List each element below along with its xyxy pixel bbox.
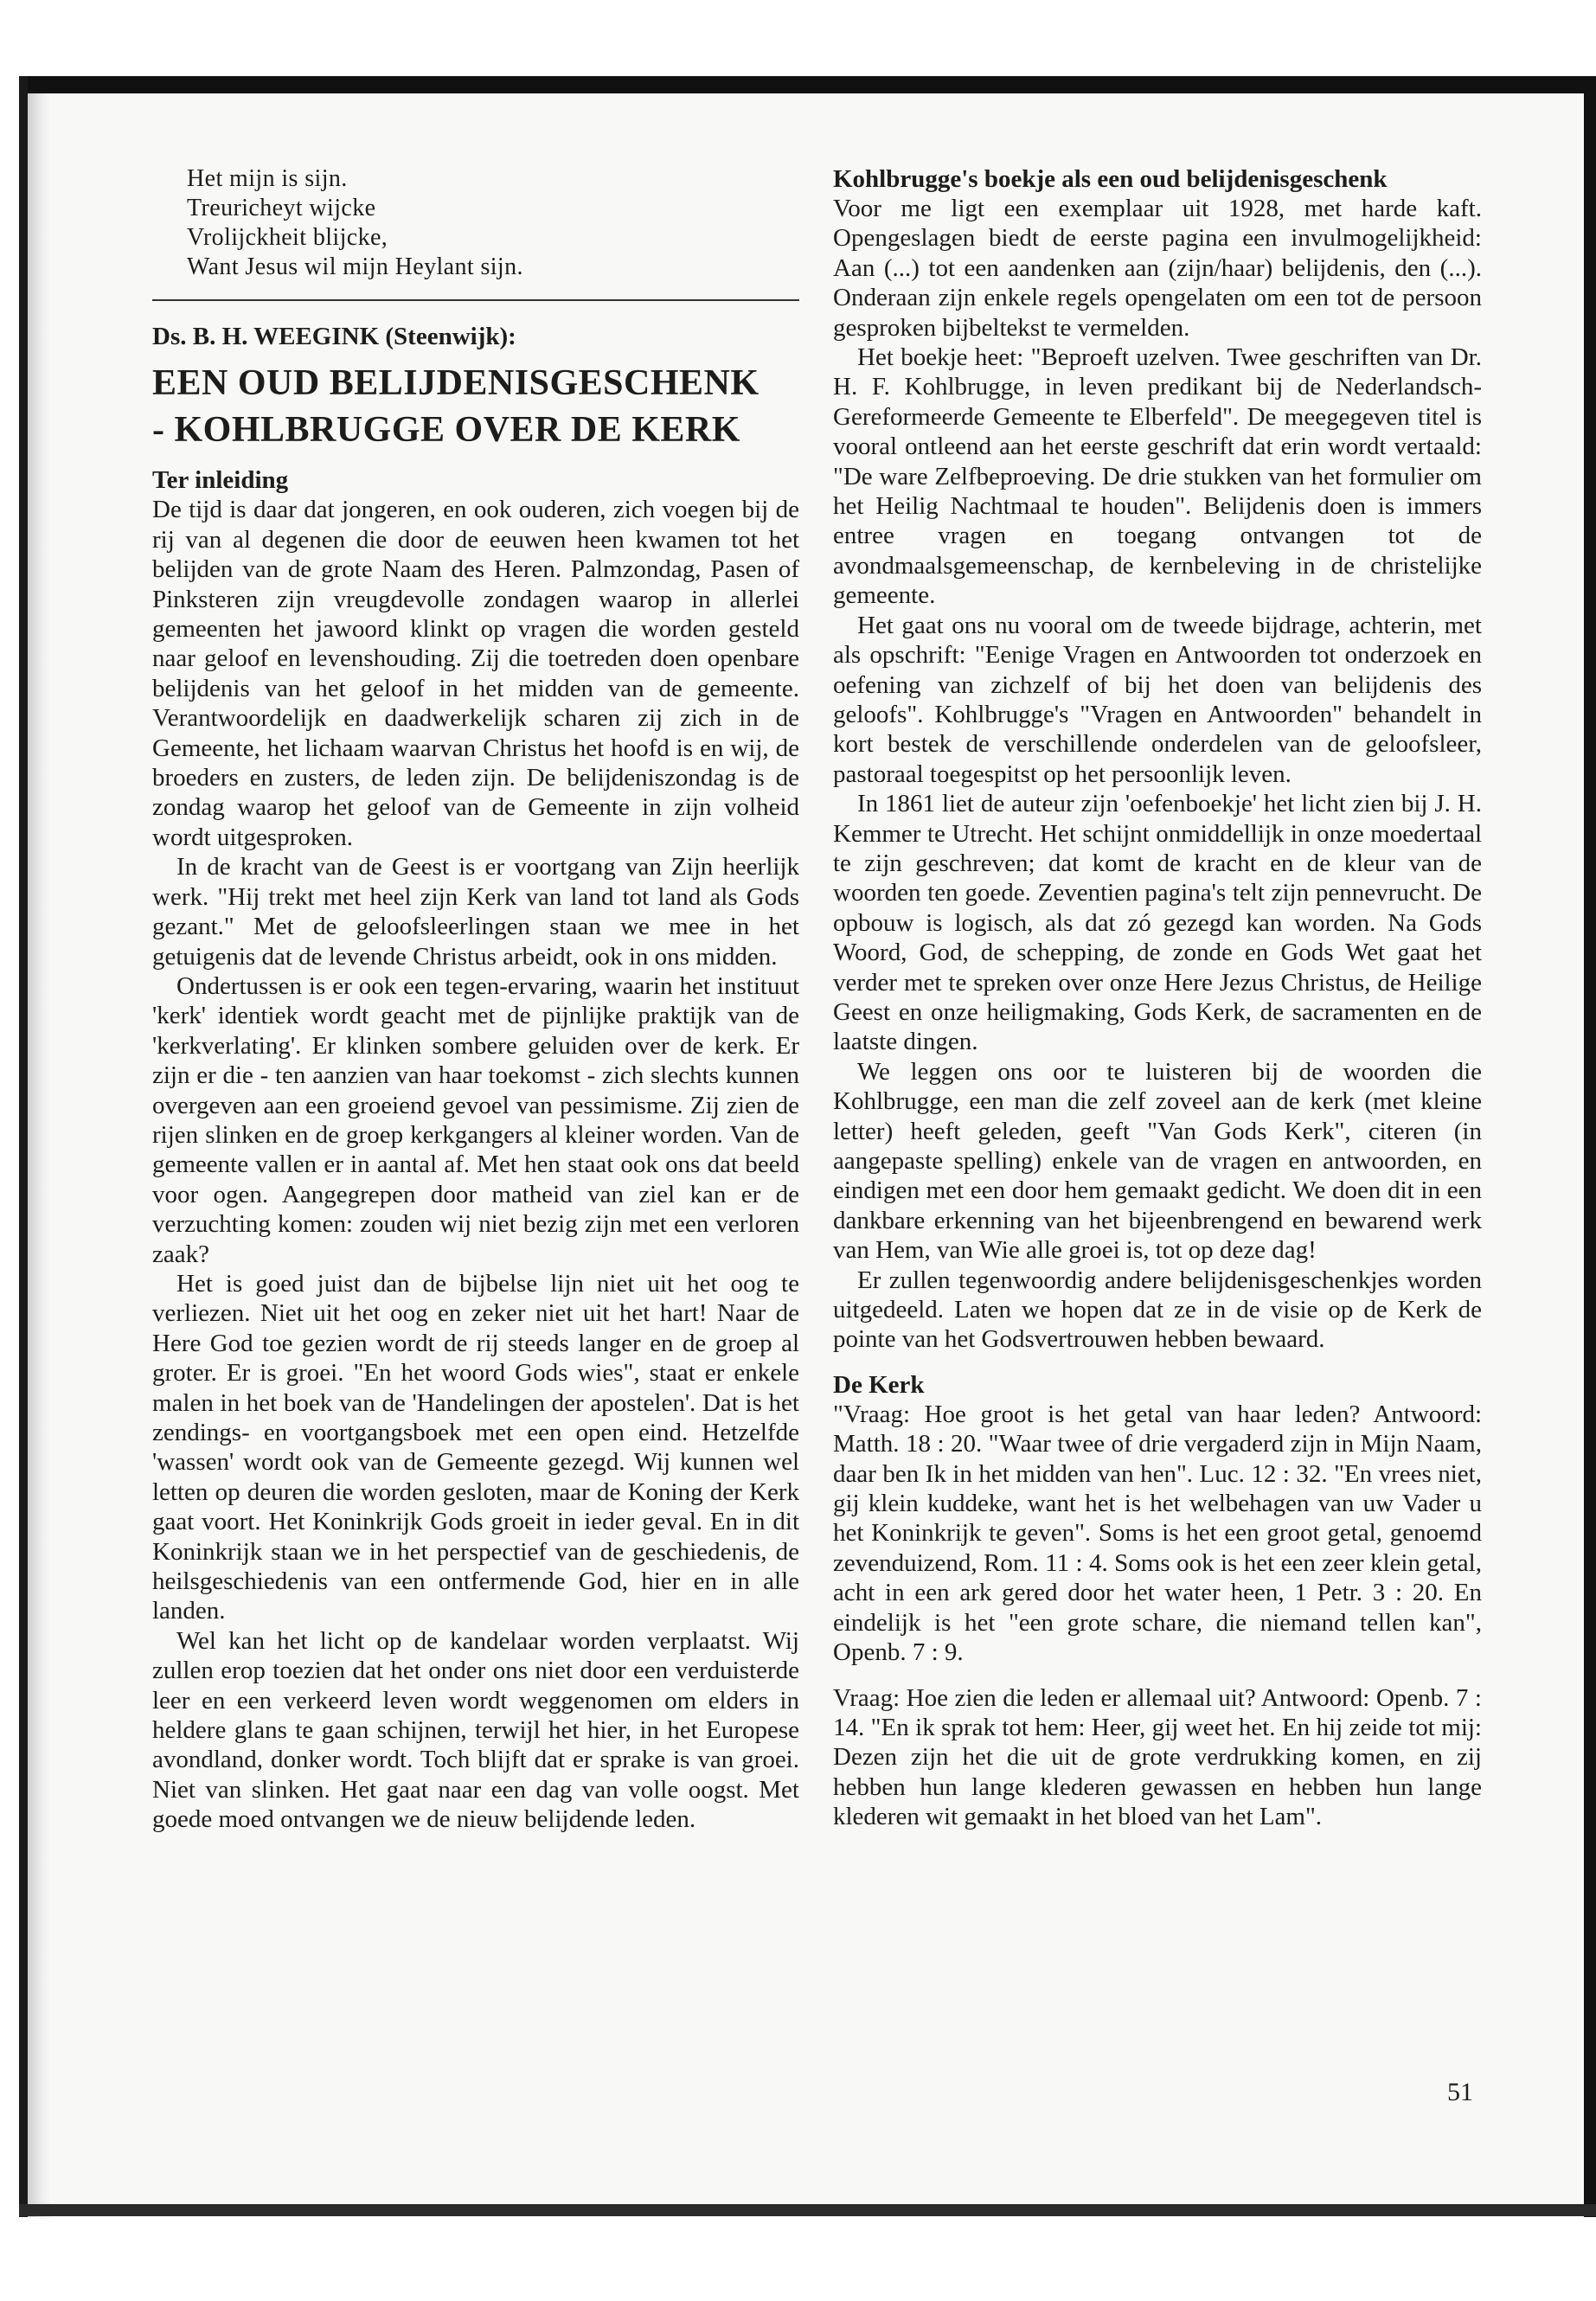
body-paragraph: In 1861 liet de auteur zijn 'oefenboekje' het licht zien bij J. H. Kemmer te Utrecht. Het schijnt onmiddellijk in onze moedertaal te zijn geschreven; dat komt de kracht en de kleur van de woorden ten goede. Zeventien pagina's telt zijn pennevrucht. De opbouw is logisch, als dat zó gezegd kan worden. Na Gods Woord, God, de schepping, de zonde en Gods Wet gaat het verder met te spreken over onze Here Jezus Christus, de Heilige Geest en onze heiligmaking, Gods Kerk, de sacramenten en de laatste dingen.: [833, 790, 1482, 1056]
poem: [152, 164, 799, 282]
spacer: [833, 1355, 1482, 1370]
body-paragraph: In de kracht van de Geest is er voortgang van Zijn heerlijk werk. "Hij trekt met heel zijn Kerk van land tot land als Gods gezant." Met de geloofsleerlingen staan we mee in het getuigenis dat de levende Christus arbeidt, ook in ons midden.: [152, 853, 799, 971]
section-heading-church: De Kerk: [833, 1370, 925, 1399]
body-paragraph: We leggen ons oor te luisteren bij de woorden die Kohlbrugge, een man die zelf zoveel aan de kerk (met kleine letter) heeft geleden, geeft "Van Gods Kerk", citeren (in aangepaste spelling) enkele van de vragen en antwoorden, en eindigen met een door hem gemaakt gedicht. We doen dit in een dankbare erkenning van het bijeenbrengend en bewarend werk van Hem, van Wie alle groei is, tot op deze dag!: [833, 1057, 1482, 1265]
scan-bottom-border: [19, 2204, 1596, 2216]
section-heading-booklet: Kohlbrugge's boekje als een oud belijdenisgeschenk: [833, 165, 1388, 193]
article-title-line-1: EEN OUD BELIJDENISGESCHENK: [152, 363, 760, 404]
page-gutter-shadow: [28, 93, 52, 2217]
question-answer: "Vraag: Hoe groot is het getal van haar leden? Antwoord: Matth. 18 : 20. "Waar twee of drie vergaderd zijn in Mijn Naam, daar ben Ik in het midden van hen". Luc. 12 : 32. "En vrees niet, gij klein kuddeke, want het is het welbehagen van uw Vader u het Koninkrijk te geven". Soms is het een groot getal, genoemd zevenduizend, Rom. 11 : 4. Soms ook is het een zeer klein getal, acht in een ark gered door het water heen, 1 Petr. 3 : 20. En eindelijk is het "een grote schare, die niemand tellen kan", Openb. 7 : 9.: [833, 1400, 1482, 1667]
article-author: Ds. B. H. WEEGINK (Steenwijk):: [152, 323, 516, 350]
article-title-line-2: - KOHLBRUGGE OVER DE KERK: [152, 410, 740, 451]
body-paragraph: Het is goed juist dan de bijbelse lijn niet uit het oog te verliezen. Niet uit het oog en zeker niet uit het hart! Naar de Here God toe gezien wordt de rij steeds langer en de groep al groter. Er is groei. "En het woord Gods wies", staat er enkele malen in het boek van de 'Handelingen der apostelen'. Dat is het zendings- en voortgangsboek met een open eind. Hetzelfde 'wassen' wordt ook van de Gemeente gezegd. Wij kunnen wel letten op deuren die worden gesloten, maar de Koning der Kerk gaat voort. Het Koninkrijk Gods groeit in ieder geval. En in dit Koninkrijk staan we in het perspectief van de geschiedenis, de heilsgeschiedenis van een ontfermende God, hier en in alle landen.: [152, 1269, 799, 1625]
poem-line: Want Jesus wil mijn Heylant sijn.: [187, 253, 523, 280]
poem-line: Treuricheyt wijcke: [187, 195, 376, 221]
question-answer: Vraag: Hoe zien die leden er allemaal uit? Antwoord: Openb. 7 : 14. "En ik sprak tot hem: Heer, gij weet het. En hij zeide tot mij: Dezen zijn het die uit de grote verdrukking komen, en zij hebben hun lange klederen gewassen en hebben hun lange klederen wit gemaakt in het bloed van het Lam".: [833, 1683, 1482, 1831]
body-paragraph: Voor me ligt een exemplaar uit 1928, met harde kaft. Opengeslagen biedt de eerste pagina een invulmogelijkheid: Aan (...) tot een aandenken aan (zijn/haar) belijdenis, den (...). Onderaan zijn enkele regels opengelaten om een tot de persoon gesproken bijbeltekst te vermelden.: [833, 195, 1482, 342]
scan-top-border: [19, 76, 1596, 93]
page-number: 51: [1447, 2078, 1473, 2106]
body-paragraph: De tijd is daar dat jongeren, en ook ouderen, zich voegen bij de rij van al degenen die door de eeuwen heen kwamen tot het belijden van de grote Naam des Heren. Palmzondag, Pasen of Pinksteren zijn vreugdevolle zondagen waarop in allerlei gemeenten het jawoord klinkt op vragen die worden gesteld naar geloof en levenshouding. Zij die toetreden doen openbare belijdenis van het geloof in het midden van de gemeente. Verantwoordelijk en daadwerkelijk scharen zij zich in de Gemeente, het lichaam waarvan Christus het hoofd is en wij, de broeders en zusters, de leden zijn. De belijdeniszondag is de zondag waarop het geloof van de Gemeente in zijn volheid wordt uitgesproken.: [152, 496, 799, 851]
right-column: [833, 164, 1482, 1832]
scan-left-border: [19, 76, 28, 2217]
body-paragraph: Ondertussen is er ook een tegen-ervaring, waarin het instituut 'kerk' identiek wordt geacht met de pijnlijke praktijk van de 'kerkverlating'. Er klinken sombere geluiden over de kerk. Er zijn er die - ten aanzien van haar toekomst - zich slechts kunnen overgeven aan een groeiend gevoel van pessimisme. Zij zien de rijen slinken en de groep kerkgangers al kleiner worden. Van de gemeente vallen er in aantal af. Met hen staat ook ons dat beeld voor ogen. Aangegrepen door matheid van ziel kan er de verzuchting komen: zouden wij niet bezig zijn met een verloren zaak?: [152, 971, 799, 1268]
body-paragraph: Wel kan het licht op de kandelaar worden verplaatst. Wij zullen erop toezien dat het onder ons niet door een verduisterde leer en een verkeerd leven wordt weggenomen om elders in heldere glans te gaan schijnen, terwijl het hier, in het Europese avondland, donker wordt. Toch blijft dat er sprake is van groei. Niet van slinken. Het gaat naar een dag van volle oogst. Met goede moed ontvangen we de nieuw belijdende leden.: [152, 1626, 799, 1834]
body-paragraph: Het boekje heet: "Beproeft uzelven. Twee geschriften van Dr. H. F. Kohlbrugge, in leven predikant bij de Nederlandsch-Gereformeerde Gemeente te Elberfeld". De meegegeven titel is vooral ontleend aan het eerste geschrift dat erin wordt vertaald: "De ware Zelfbeproeving. De drie stukken van het formulier om het Heilig Nachtmaal te houden". Belijdenis doen is immers entree vragen en toegang ontvangen tot de avondmaalsgemeenschap, de kernbeleving in de christelijke gemeente.: [833, 343, 1482, 610]
section-divider: [152, 299, 799, 301]
poem-line: Het mijn is sijn.: [187, 165, 348, 192]
body-paragraph: Het gaat ons nu vooral om de tweede bijdrage, achterin, met als opschrift: "Eenige Vragen en Antwoorden tot onderzoek en oefening van zichzelf of bij het doen van belijdenis des geloofs". Kohlbrugge's "Vragen en Antwoorden" behandelt in kort bestek de verschillende onderdelen van de geloofsleer, pastoraal toegespitst op het persoonlijk leven.: [833, 611, 1482, 788]
left-column: [152, 164, 799, 1835]
scan-right-border: [1584, 76, 1596, 2217]
poem-line: Vrolijckheit blijcke,: [187, 224, 388, 251]
article-title: [152, 360, 799, 453]
section-heading-introduction: Ter inleiding: [152, 466, 289, 495]
spacer: [833, 1668, 1482, 1683]
body-paragraph: Er zullen tegenwoordig andere belijdenisgeschenkjes worden uitgedeeld. Laten we hopen dat ze in de visie op de Kerk de pointe van het Godsvertrouwen hebben bewaard.: [833, 1266, 1482, 1354]
